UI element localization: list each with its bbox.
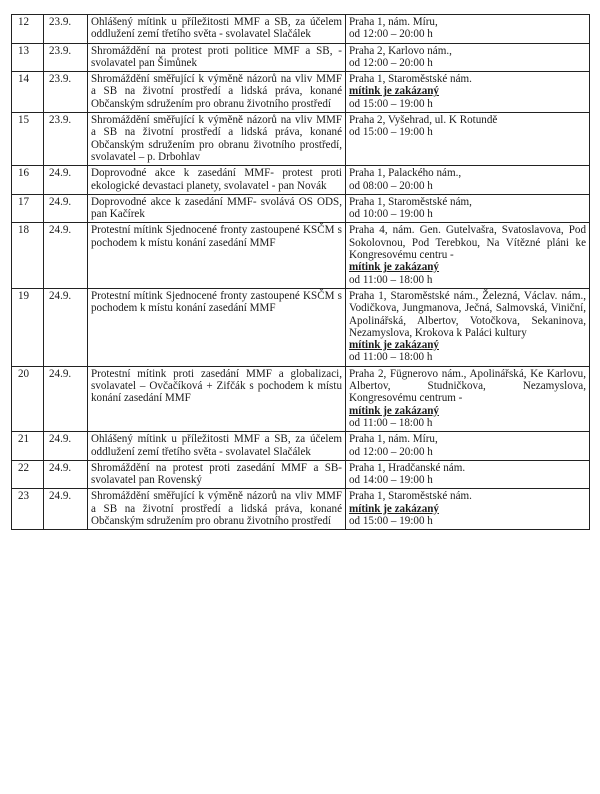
- row-number: 18: [12, 223, 44, 288]
- event-location: Praha 1, Palackého nám.,: [349, 167, 462, 180]
- event-description: Protestní mítink Sjednocené fronty zastoupené KSČM s pochodem k místu konání zasedání MMF: [88, 288, 346, 366]
- row-date: 23.9.: [44, 43, 88, 72]
- document-page: [11, 14, 589, 530]
- row-date: 24.9.: [44, 194, 88, 223]
- row-date: 23.9.: [44, 72, 88, 113]
- event-location-cell: [346, 194, 590, 223]
- event-description: Shromáždění na protest proti zasedání MMF a SB-svolavatel pan Rovenský: [88, 460, 346, 489]
- row-date: 24.9.: [44, 489, 88, 530]
- table-row: [12, 194, 590, 223]
- row-date: 24.9.: [44, 460, 88, 489]
- event-location: Praha 1, nám. Míru,: [349, 16, 438, 28]
- event-location-cell: [346, 366, 590, 431]
- row-number: 13: [12, 43, 44, 72]
- row-date: 23.9.: [44, 113, 88, 166]
- row-number: 21: [12, 432, 44, 461]
- row-number: 12: [12, 15, 44, 44]
- row-number: 16: [12, 166, 44, 195]
- event-time: od 11:00 – 18:00 h: [349, 273, 433, 286]
- event-location-cell: [346, 43, 590, 72]
- event-time: od 12:00 – 20:00 h: [349, 445, 433, 458]
- event-location-cell: [346, 288, 590, 366]
- event-time: od 12:00 – 20:00 h: [349, 56, 433, 69]
- row-number: 20: [12, 366, 44, 431]
- row-date: 24.9.: [44, 166, 88, 195]
- event-location: Praha 2, Vyšehrad, ul. K Rotundě: [349, 114, 498, 127]
- table-row: [12, 113, 590, 166]
- event-location: Praha 1, Staroměstské nám.: [349, 490, 472, 503]
- event-location-cell: [346, 432, 590, 461]
- table-row: [12, 366, 590, 431]
- banned-notice: mítink je zakázaný: [349, 85, 439, 98]
- table-row: [12, 223, 590, 288]
- event-time: od 11:00 – 18:00 h: [349, 351, 433, 364]
- banned-notice: mítink je zakázaný: [349, 339, 439, 352]
- event-location: Praha 1, Staroměstské nám,: [349, 195, 472, 208]
- banned-notice: mítink je zakázaný: [349, 261, 439, 274]
- event-location-cell: [346, 489, 590, 530]
- event-time: od 15:00 – 19:00 h: [349, 97, 433, 110]
- table-row: [12, 72, 590, 113]
- event-description: Protestní mítink proti zasedání MMF a globalizaci, svolavatel – Ovčačíková + Zifčák s pochodem k místu konání zasedání MMF: [88, 366, 346, 431]
- event-description: Ohlášený mítink u příležitosti MMF a SB, za účelem oddlužení zemí třetího světa - svolavatel Slačálek: [88, 432, 346, 461]
- event-location-cell: [346, 223, 590, 288]
- event-location: Praha 1, Hradčanské nám.: [349, 461, 466, 474]
- row-number: 19: [12, 288, 44, 366]
- row-date: 23.9.: [44, 15, 88, 44]
- event-location-cell: [346, 72, 590, 113]
- event-description: Shromáždění směřující k výměně názorů na vliv MMF a SB na životní prostředí a lidská práva, konané Občanským sdružením pro obranu životního prostředí: [88, 72, 346, 113]
- event-time: od 10:00 – 19:00 h: [349, 208, 433, 221]
- table-row: [12, 288, 590, 366]
- event-location-cell: [346, 166, 590, 195]
- row-number: 22: [12, 460, 44, 489]
- event-location: Praha 4, nám. Gen. Gutelvašra, Svatoslavova, Pod Sokolovnou, Pod Terebkou, Na Vítězné pláni ke Kongresovému centru -: [349, 224, 586, 262]
- event-time: od 14:00 – 19:00 h: [349, 474, 433, 487]
- event-location-cell: [346, 15, 590, 44]
- event-location-cell: [346, 113, 590, 166]
- table-row: [12, 43, 590, 72]
- row-number: 23: [12, 489, 44, 530]
- row-date: 24.9.: [44, 223, 88, 288]
- event-location: Praha 1, Staroměstské nám., Železná, Václav. nám., Vodičkova, Jungmanova, Ječná, Salmovská, Viniční, Apolinářská, Albertov, Votočkova, Sekaninova, Nezamyslova, Krokova k Paláci kultury: [349, 289, 586, 339]
- event-description: Shromáždění směřující k výměně názorů na vliv MMF a SB na životní prostředí a lidská práva, konané Občanským sdružením pro obranu životního prostředí: [88, 489, 346, 530]
- row-number: 14: [12, 72, 44, 113]
- event-location: Praha 1, Staroměstské nám.: [349, 73, 472, 86]
- event-time: od 15:00 – 19:00 h: [349, 514, 433, 527]
- event-time: od 12:00 – 20:00 h: [349, 28, 433, 41]
- event-description: Shromáždění na protest proti politice MMF a SB, - svolavatel pan Šimůnek: [88, 43, 346, 72]
- event-location: Praha 1, nám. Míru,: [349, 433, 438, 446]
- event-time: od 08:00 – 20:00 h: [349, 179, 433, 192]
- table-row: [12, 460, 590, 489]
- row-number: 17: [12, 194, 44, 223]
- event-description: Protestní mítink Sjednocené fronty zastoupené KSČM s pochodem k místu konání zasedání MMF: [88, 223, 346, 288]
- event-location: Praha 2, Fügnerovo nám., Apolinářská, Ke Karlovu, Albertov, Studničkova, Nezamyslova, Kongresovému centrum -: [349, 367, 586, 405]
- table-row: [12, 15, 590, 44]
- banned-notice: mítink je zakázaný: [349, 502, 439, 515]
- row-date: 24.9.: [44, 366, 88, 431]
- event-time: od 11:00 – 18:00 h: [349, 416, 433, 429]
- event-description: Ohlášený mítink u příležitosti MMF a SB, za účelem oddlužení zemí třetího světa - svolavatel Slačálek: [88, 15, 346, 44]
- row-date: 24.9.: [44, 288, 88, 366]
- event-location: Praha 2, Karlovo nám.,: [349, 44, 452, 57]
- event-time: od 15:00 – 19:00 h: [349, 126, 433, 139]
- event-description: Doprovodné akce k zasedání MMF- svolává OS ODS, pan Kačírek: [88, 194, 346, 223]
- event-description: Shromáždění směřující k výměně názorů na vliv MMF a SB na životní prostředí a lidská práva, konané Občanským sdružením pro obranu životního prostředí, svolavatel – p. Drbohlav: [88, 113, 346, 166]
- table-row: [12, 432, 590, 461]
- table-row: [12, 489, 590, 530]
- banned-notice: mítink je zakázaný: [349, 404, 439, 417]
- row-number: 15: [12, 113, 44, 166]
- events-table-body: [12, 15, 590, 530]
- event-location-cell: [346, 460, 590, 489]
- table-row: [12, 166, 590, 195]
- event-description: Doprovodné akce k zasedání MMF- protest proti ekologické devastaci planety, svolavatel - pan Novák: [88, 166, 346, 195]
- row-date: 24.9.: [44, 432, 88, 461]
- events-table: [11, 14, 590, 530]
